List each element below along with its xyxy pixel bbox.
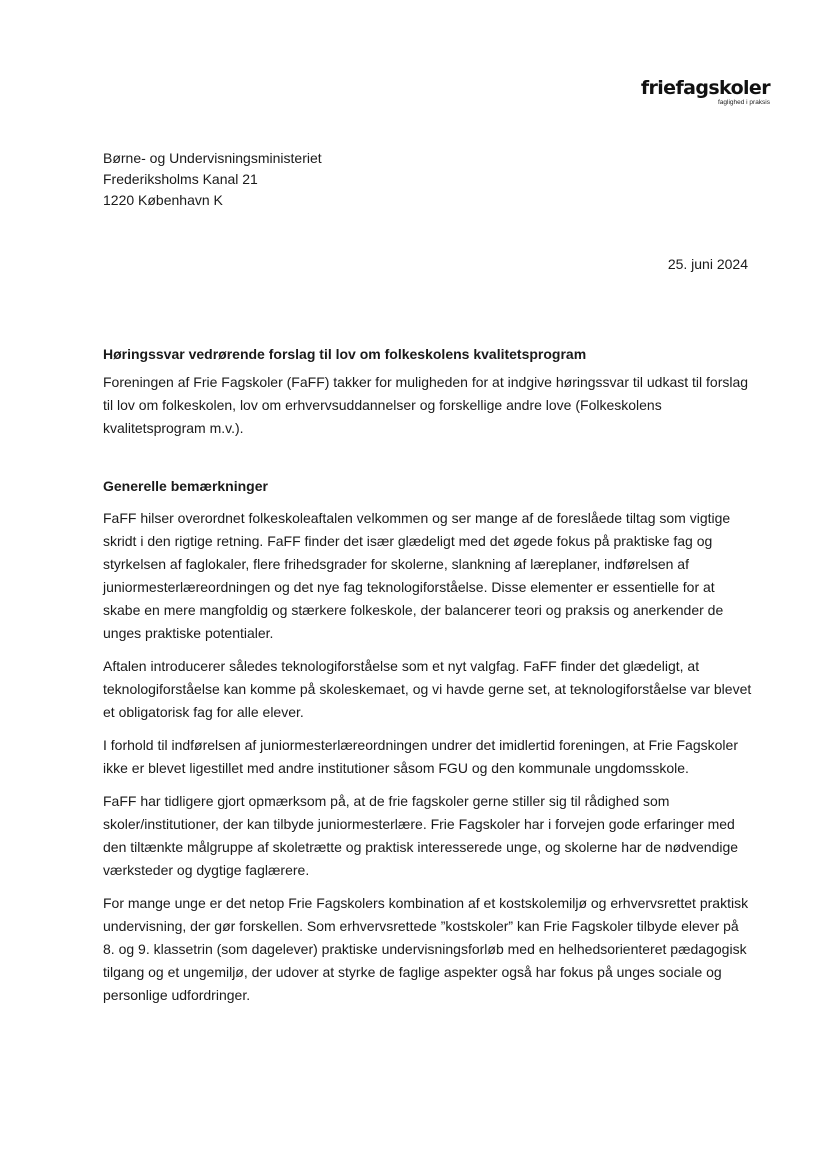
letter-subject: Høringssvar vedrørende forslag til lov om folkeskolens kvalitetsprogram [103,346,587,362]
body-paragraph: FaFF hilser overordnet folkeskoleaftalen velkommen og ser mange af de foreslåede tiltag som vigtige skridt i den rigtige retning. FaFF finder det især glædeligt med det øgede fokus på praktiske fag og styrkelsen af faglokaler, flere frihedsgrader for skolerne, slankning af læreplaner, indførelsen af juniormesterlæreordningen og det nye fag teknologiforståelse. Disse elementer er essentielle for at skabe en mere mangfoldig og stærkere folkeskole, der balancerer teori og praksis og anerkender de unges praktiske potentialer. [103,510,731,641]
logo-tagline: faglighed i praksis [717,99,770,106]
letter-date: 25. juni 2024 [667,256,748,272]
section-heading: Generelle bemærkninger [103,478,268,494]
recipient-address [103,148,322,211]
organization-logo [641,78,770,107]
letter-body [103,344,753,1017]
intro-paragraph: Foreningen af Frie Fagskoler (FaFF) takker for muligheden for at indgive høringssvar til udkast til forslag til lov om folkeskolen, lov om erhvervsuddannelser og forskellige andre love (Folkeskolens kvalitetsprogram m.v.). [103,374,749,436]
recipient-street: Frederiksholms Kanal 21 [103,171,258,187]
body-paragraph: For mange unge er det netop Frie Fagskolers kombination af et kostskolemiljø og erhvervsrettet praktisk undervisning, der gør forskellen. Som erhvervsrettede ”kostskoler” kan Frie Fagskoler tilbyde elever på 8. og 9. klassetrin (som dagelever) praktiske undervisningsforløb med en helhedsorienteret pædagogisk tilgang og et ungemiljø, der udover at styrke de faglige aspekter også har fokus på unges sociale og personlige udfordringer. [103,895,749,1003]
recipient-city: 1220 København K [103,192,223,208]
body-paragraph: I forhold til indførelsen af juniormesterlæreordningen undrer det imidlertid foreningen, at Frie Fagskoler ikke er blevet ligestillet med andre institutioner såsom FGU og den kommunale ungdomsskole. [103,737,738,776]
logo-wordmark: friefagskoler [640,77,770,99]
recipient-name: Børne- og Undervisningsministeriet [103,150,322,166]
body-paragraph: Aftalen introducerer således teknologiforståelse som et nyt valgfag. FaFF finder det glædeligt, at teknologiforståelse kan komme på skoleskemaet, og vi havde gerne set, at teknologiforståelse var blevet et obligatorisk fag for alle elever. [103,658,752,720]
body-paragraph: FaFF har tidligere gjort opmærksom på, at de frie fagskoler gerne stiller sig til rådighed som skoler/institutioner, der kan tilbyde juniormesterlære. Frie Fagskoler har i forvejen gode erfaringer med den tiltænkte målgruppe af skoletrætte og praktisk interesserede unge, og skolerne har de nødvendige værksteder og dygtige faglærere. [103,793,739,878]
